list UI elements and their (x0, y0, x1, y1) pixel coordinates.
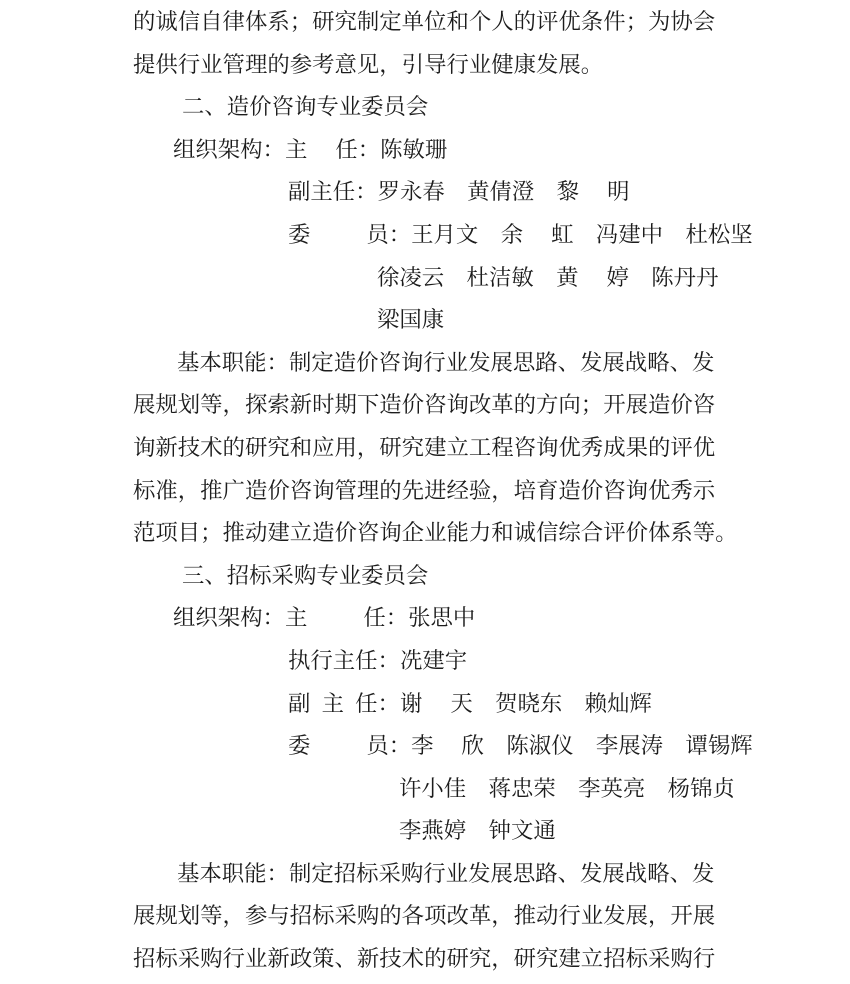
members-names-line-3: 李燕婷 钟文通 (399, 818, 556, 844)
members-label: 委 员： (288, 733, 412, 759)
functions-paragraph-line: 展规划等，参与招标采购的各项改革，推动行业发展，开展 (133, 903, 716, 929)
functions-paragraph-line: 基本职能：制定造价咨询行业发展思路、发展战略、发 (177, 349, 715, 375)
director-names: 张思中 (408, 605, 476, 631)
section-heading-bidding-procurement: 三、招标采购专业委员会 (182, 562, 429, 588)
org-structure-label: 组织架构： (173, 136, 285, 162)
deputy-director-row (133, 683, 730, 726)
members-names-line-1: 王月文 余 虹 冯建中 杜松坚 (411, 221, 753, 247)
deputy-director-names: 谢 天 贺晓东 赖灿辉 (399, 690, 652, 716)
org-structure-row-cost-consulting (133, 129, 730, 172)
director-label: 主 任： (284, 136, 381, 162)
executive-director-label: 执行主任： (288, 647, 400, 673)
executive-director-names: 冼建宇 (399, 647, 468, 673)
director-label: 主 任： (284, 605, 409, 631)
section-heading-cost-consulting: 二、造价咨询专业委员会 (182, 94, 429, 120)
functions-paragraph-line: 询新技术的研究和应用，研究建立工程咨询优秀成果的评优 (133, 434, 716, 460)
functions-paragraph-line: 展规划等，探索新时期下造价咨询改革的方向；开展造价咨 (133, 392, 716, 418)
director-names: 陈敏珊 (380, 136, 448, 162)
members-label: 委 员： (288, 221, 412, 247)
org-structure-row-bidding-procurement (133, 597, 730, 640)
org-structure-label: 组织架构： (173, 605, 285, 631)
members-names-line-2: 徐凌云 杜洁敏 黄 婷 陈丹丹 (377, 264, 719, 290)
deputy-director-names: 罗永春 黄倩澄 黎 明 (377, 179, 630, 205)
intro-paragraph-line-2: 提供行业管理的参考意见，引导行业健康发展。 (133, 51, 604, 77)
members-names-line-1: 李 欣 陈淑仪 李展涛 谭锡辉 (411, 733, 753, 759)
deputy-director-label: 副主任： (288, 179, 378, 205)
deputy-director-label: 副 主 任： (288, 690, 400, 716)
intro-paragraph-line-1: 的诚信自律体系；研究制定单位和个人的评优条件；为协会 (133, 9, 716, 34)
functions-paragraph-line: 基本职能：制定招标采购行业发展思路、发展战略、发 (177, 860, 715, 886)
members-names-line-2: 许小佳 蒋忠荣 李英亮 杨锦贞 (399, 775, 735, 801)
functions-paragraph-line: 范项目；推动建立造价咨询企业能力和诚信综合评价体系等。 (133, 520, 738, 546)
members-row (133, 214, 753, 257)
executive-director-row (133, 640, 730, 683)
members-names-line-3: 梁国康 (377, 307, 445, 333)
deputy-director-row (133, 171, 730, 214)
functions-paragraph-line: 标准，推广造价咨询管理的先进经验，培育造价咨询优秀示 (133, 477, 716, 503)
members-row (133, 725, 753, 768)
functions-paragraph-line: 招标采购行业新政策、新技术的研究，研究建立招标采购行 (133, 946, 716, 972)
